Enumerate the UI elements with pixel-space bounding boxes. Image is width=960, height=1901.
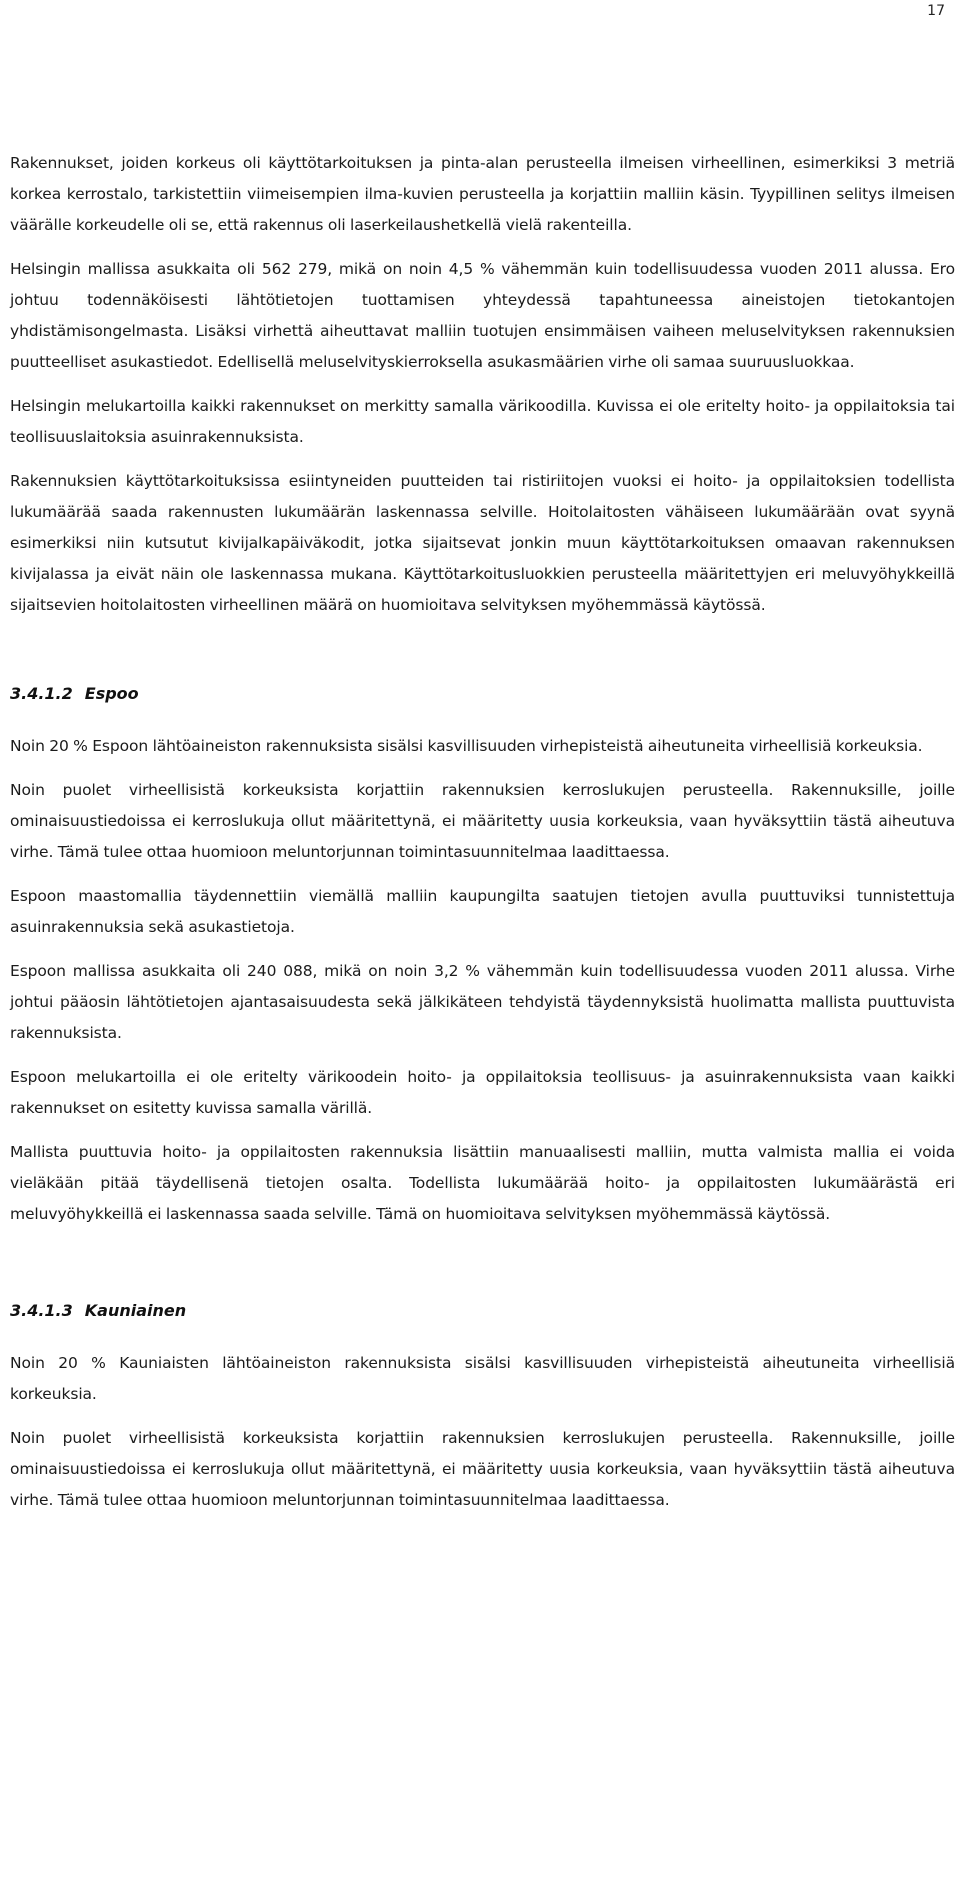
paragraph: Espoon melukartoilla ei ole eritelty värikoodein hoito- ja oppilaitoksia teollisuus- ja asuinrakennuksista vaan kaikki rakennukset on esitetty kuvissa samalla värillä.	[10, 1068, 955, 1117]
paragraph: Noin puolet virheellisistä korkeuksista korjattiin rakennuksien kerroslukujen perusteella. Rakennuksille, joille ominaisuustiedoissa ei kerroslukuja ollut määritettynä, ei määritetty uusia korkeuksia, vaan hyväksyttiin tästä aiheutuva virhe. Tämä tulee ottaa huomioon meluntorjunnan toimintasuunnitelmaa laadittaessa.	[10, 781, 955, 861]
paragraph: Espoon mallissa asukkaita oli 240 088, mikä on noin 3,2 % vähemmän kuin todellisuudessa vuoden 2011 alussa. Virhe johtui pääosin lähtötietojen ajantasaisuudesta sekä jälkikäteen tehdyistä täydennyksistä huolimatta mallista puuttuvista rakennuksista.	[10, 962, 955, 1042]
page-number: 17	[927, 3, 945, 19]
paragraph: Noin puolet virheellisistä korkeuksista korjattiin rakennuksien kerroslukujen perusteella. Rakennuksille, joille ominaisuustiedoissa ei kerroslukuja ollut määritettynä, ei määritetty uusia korkeuksia, vaan hyväksyttiin tästä aiheutuva virhe. Tämä tulee ottaa huomioon meluntorjunnan toimintasuunnitelmaa laadittaessa.	[10, 1429, 955, 1509]
paragraph: Helsingin mallissa asukkaita oli 562 279, mikä on noin 4,5 % vähemmän kuin todellisuudessa vuoden 2011 alussa. Ero johtuu todennäköisesti lähtötietojen tuottamisen yhteydessä tapahtuneessa aineistojen tietokantojen yhdistämisongelmasta. Lisäksi virhettä aiheuttavat malliin tuotujen ensimmäisen vaiheen meluselvityksen rakennuksien puutteelliset asukastiedot. Edellisellä meluselvityskierroksella asukasmäärien virhe oli samaa suuruusluokkaa.	[10, 260, 955, 371]
paragraph: Noin 20 % Espoon lähtöaineiston rakennuksista sisälsi kasvillisuuden virhepisteistä aiheutuneita virheellisiä korkeuksia.	[10, 737, 923, 755]
paragraph: Helsingin melukartoilla kaikki rakennukset on merkitty samalla värikoodilla. Kuvissa ei ole eritelty hoito- ja oppilaitoksia tai teollisuuslaitoksia asuinrakennuksista.	[10, 397, 955, 446]
section-number: 3.4.1.2	[10, 684, 73, 703]
document-body	[10, 148, 955, 1516]
paragraph: Rakennukset, joiden korkeus oli käyttötarkoituksen ja pinta-alan perusteella ilmeisen virheellinen, esimerkiksi 3 metriä korkea kerrostalo, tarkistettiin viimeisempien ilma-kuvien perusteella ja korjattiin malliin käsin. Tyypillinen selitys ilmeisen väärälle korkeudelle oli se, että rakennus oli laserkeilaushetkellä vielä rakenteilla.	[10, 154, 955, 234]
section-heading-espoo	[10, 678, 955, 709]
section-number: 3.4.1.3	[10, 1301, 73, 1320]
paragraph: Noin 20 % Kauniaisten lähtöaineiston rakennuksista sisälsi kasvillisuuden virhepisteistä aiheutuneita virheellisiä korkeuksia.	[10, 1354, 955, 1403]
section-kauniainen	[10, 1295, 955, 1516]
section-intro	[10, 148, 955, 621]
section-title: Espoo	[84, 684, 139, 703]
section-espoo	[10, 678, 955, 1230]
section-title: Kauniainen	[84, 1301, 187, 1320]
paragraph: Espoon maastomallia täydennettiin viemällä malliin kaupungilta saatujen tietojen avulla puuttuviksi tunnistettuja asuinrakennuksia sekä asukastietoja.	[10, 887, 955, 936]
section-heading-kauniainen	[10, 1295, 955, 1326]
paragraph: Rakennuksien käyttötarkoituksissa esiintyneiden puutteiden tai ristiriitojen vuoksi ei hoito- ja oppilaitoksien todellista lukumäärää saada rakennusten lukumäärän laskennassa selville. Hoitolaitosten vähäiseen lukumäärään ovat syynä esimerkiksi niin kutsutut kivijalkapäiväkodit, jotka sijaitsevat jonkin muun käyttötarkoituksen omaavan rakennuksen kivijalassa ja eivät näin ole laskennassa mukana. Käyttötarkoitusluokkien perusteella määritettyjen eri meluvyöhykkeillä sijaitsevien hoitolaitosten virheellinen määrä on huomioitava selvityksen myöhemmässä käytössä.	[10, 472, 955, 614]
paragraph: Mallista puuttuvia hoito- ja oppilaitosten rakennuksia lisättiin manuaalisesti malliin, mutta valmista mallia ei voida vieläkään pitää täydellisenä tietojen osalta. Todellista lukumäärää hoito- ja oppilaitosten lukumäärästä eri meluvyöhykkeillä ei laskennassa saada selville. Tämä on huomioitava selvityksen myöhemmässä käytössä.	[10, 1143, 955, 1223]
